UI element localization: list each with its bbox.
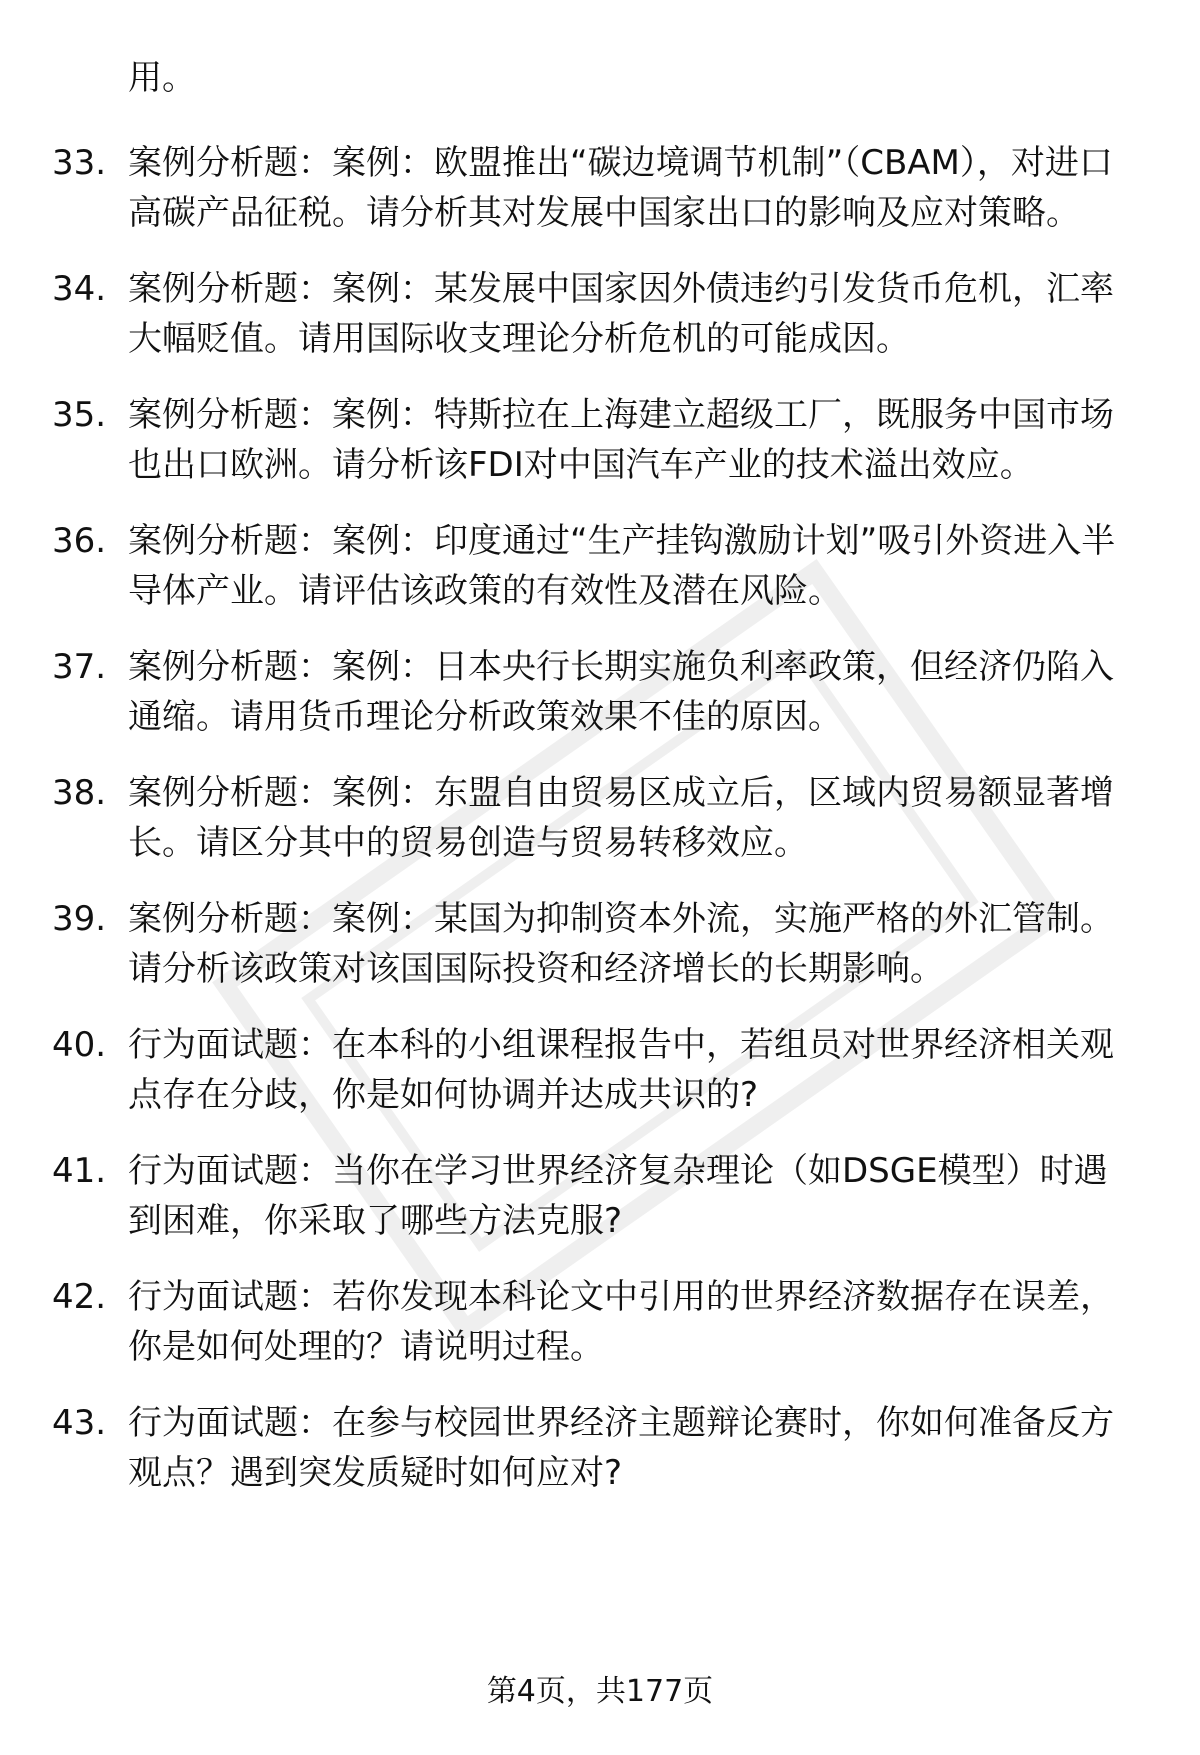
question-number: 39. [52,899,107,939]
question-text: 案例分析题：案例：日本央行长期实施负利率政策，但经济仍陷入通缩。请用货币理论分析政策效果不佳的原因。 [128,647,1114,737]
question-number: 36. [52,521,107,561]
page-footer [0,1672,1200,1712]
question-item [0,1398,1200,1498]
question-item [0,264,1200,364]
question-item [0,768,1200,868]
question-number: 38. [52,773,107,813]
page-number-text: 第4页，共177页 [486,1674,714,1709]
question-item [0,138,1200,238]
question-text: 行为面试题：在本科的小组课程报告中，若组员对世界经济相关观点存在分歧，你是如何协调并达成共识的? [128,1025,1114,1115]
question-item [0,390,1200,490]
question-text: 行为面试题：在参与校园世界经济主题辩论赛时，你如何准备反方观点？遇到突发质疑时如何应对? [128,1403,1114,1493]
question-item [0,1146,1200,1246]
question-number: 40. [52,1025,107,1065]
question-text: 案例分析题：案例：某发展中国家因外债违约引发货币危机，汇率大幅贬值。请用国际收支理论分析危机的可能成因。 [128,269,1114,359]
question-number: 41. [52,1151,107,1191]
question-item [0,1272,1200,1372]
question-list [0,138,1200,1524]
question-number: 43. [52,1403,107,1443]
continuation-text: 用。 [128,58,196,98]
question-text: 案例分析题：案例：欧盟推出“碳边境调节机制”（CBAM），对进口高碳产品征税。请分析其对发展中国家出口的影响及应对策略。 [128,143,1113,233]
question-text: 案例分析题：案例：东盟自由贸易区成立后，区域内贸易额显著增长。请区分其中的贸易创造与贸易转移效应。 [128,773,1114,863]
question-item [0,642,1200,742]
question-number: 34. [52,269,107,309]
question-item [0,894,1200,994]
question-number: 35. [52,395,107,435]
question-item [0,516,1200,616]
question-number: 33. [52,143,107,183]
question-text: 行为面试题：当你在学习世界经济复杂理论（如DSGE模型）时遇到困难，你采取了哪些方法克服? [128,1151,1108,1241]
question-text: 案例分析题：案例：特斯拉在上海建立超级工厂，既服务中国市场也出口欧洲。请分析该FDI对中国汽车产业的技术溢出效应。 [128,395,1114,485]
question-item [0,1020,1200,1120]
question-text: 行为面试题：若你发现本科论文中引用的世界经济数据存在误差，你是如何处理的？请说明过程。 [128,1277,1114,1367]
question-number: 42. [52,1277,107,1317]
question-text: 案例分析题：案例：印度通过“生产挂钩激励计划”吸引外资进入半导体产业。请评估该政策的有效性及潜在风险。 [128,521,1116,611]
question-number: 37. [52,647,107,687]
question-text: 案例分析题：案例：某国为抑制资本外流，实施严格的外汇管制。请分析该政策对该国国际投资和经济增长的长期影响。 [128,899,1114,989]
